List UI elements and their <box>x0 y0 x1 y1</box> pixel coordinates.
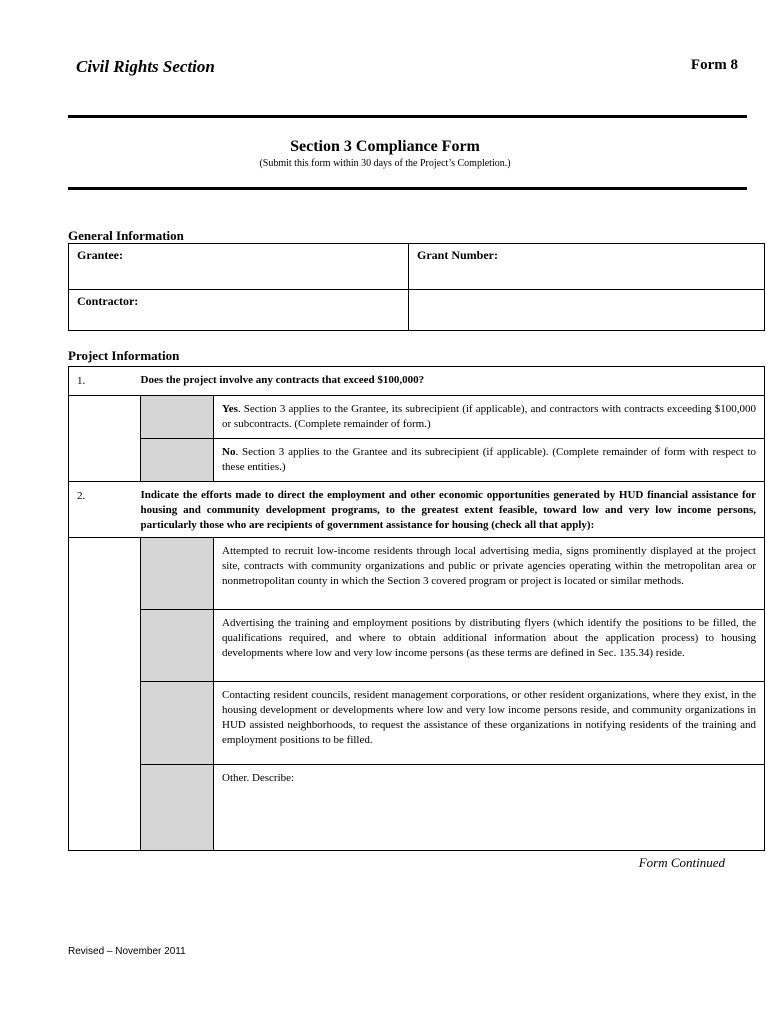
option1-checkbox[interactable] <box>141 538 214 610</box>
q2-number: 2. <box>69 482 141 538</box>
q2-question: Indicate the efforts made to direct the employment and other economic opportunities generated by HUD financial assistance for housing and community development programs, to the greatest extent feasible, toward low and very low income persons, particularly those who are recipients of government assistance for housing (check all that apply): <box>141 482 765 538</box>
no-label: No <box>222 446 236 458</box>
q1-spacer <box>69 396 141 482</box>
option3-checkbox[interactable] <box>141 682 214 765</box>
q2-spacer <box>69 538 141 851</box>
form-subtitle: (Submit this form within 30 days of the Project’s Completion.) <box>259 158 511 169</box>
option4-text[interactable]: Other. Describe: <box>214 765 765 851</box>
form-title: Section 3 Compliance Form <box>290 138 480 155</box>
option2-checkbox[interactable] <box>141 610 214 682</box>
q1-question: Does the project involve any contracts that exceed $100,000? <box>141 367 765 396</box>
grantee-field[interactable] <box>69 244 409 290</box>
general-info-table <box>68 243 765 331</box>
revision-date: Revised – November 2011 <box>68 946 186 957</box>
top-rule <box>68 115 747 118</box>
form-number: Form 8 <box>690 57 738 73</box>
option1-text: Attempted to recruit low-income residents through local advertising media, signs prominently displayed at the project site, contracts with community organizations and public or private agencies operating within the metropolitan area or nonmetropolitan county in which the Section 3 covered program or project is located or similar methods. <box>214 538 765 610</box>
project-info-table <box>68 366 765 851</box>
blank-field[interactable] <box>409 290 765 331</box>
grant-number-label: Grant Number: <box>417 248 498 262</box>
q1-number: 1. <box>69 367 141 396</box>
no-checkbox[interactable] <box>141 439 214 482</box>
grantee-label: Grantee: <box>77 248 123 262</box>
section-name: Civil Rights Section <box>76 57 215 76</box>
yes-text: . Section 3 applies to the Grantee, its subrecipient (if applicable), and contractors with contracts exceeding $100,000 or subcontracts. (Complete remainder of form.) <box>222 403 756 430</box>
no-option <box>214 439 765 482</box>
option3-text: Contacting resident councils, resident management corporations, or other resident organizations, where they exist, in the housing development or developments where low and very low income persons reside, and community organizations in HUD assisted neighborhoods, to request the assistance of these organizations in notifying residents of the training and employment positions to be filled. <box>214 682 765 765</box>
yes-label: Yes <box>222 403 238 415</box>
yes-checkbox[interactable] <box>141 396 214 439</box>
general-info-heading: General Information <box>68 228 184 243</box>
option2-text: Advertising the training and employment positions by distributing flyers (which identify the positions to be filled, the qualifications required, and where to obtain additional information about the application process) to housing developments where low and very low income persons (as these terms are defined in Sec. 135.34) reside. <box>214 610 765 682</box>
project-info-heading: Project Information <box>68 348 180 363</box>
grant-number-field[interactable] <box>409 244 765 290</box>
bottom-rule <box>68 187 747 190</box>
form-continued: Form Continued <box>638 855 725 870</box>
contractor-field[interactable] <box>69 290 409 331</box>
contractor-label: Contractor: <box>77 294 139 308</box>
option4-checkbox[interactable] <box>141 765 214 851</box>
no-text: . Section 3 applies to the Grantee and its subrecipient (if applicable). (Complete remainder of form with respect to these entities.) <box>222 446 756 473</box>
yes-option <box>214 396 765 439</box>
